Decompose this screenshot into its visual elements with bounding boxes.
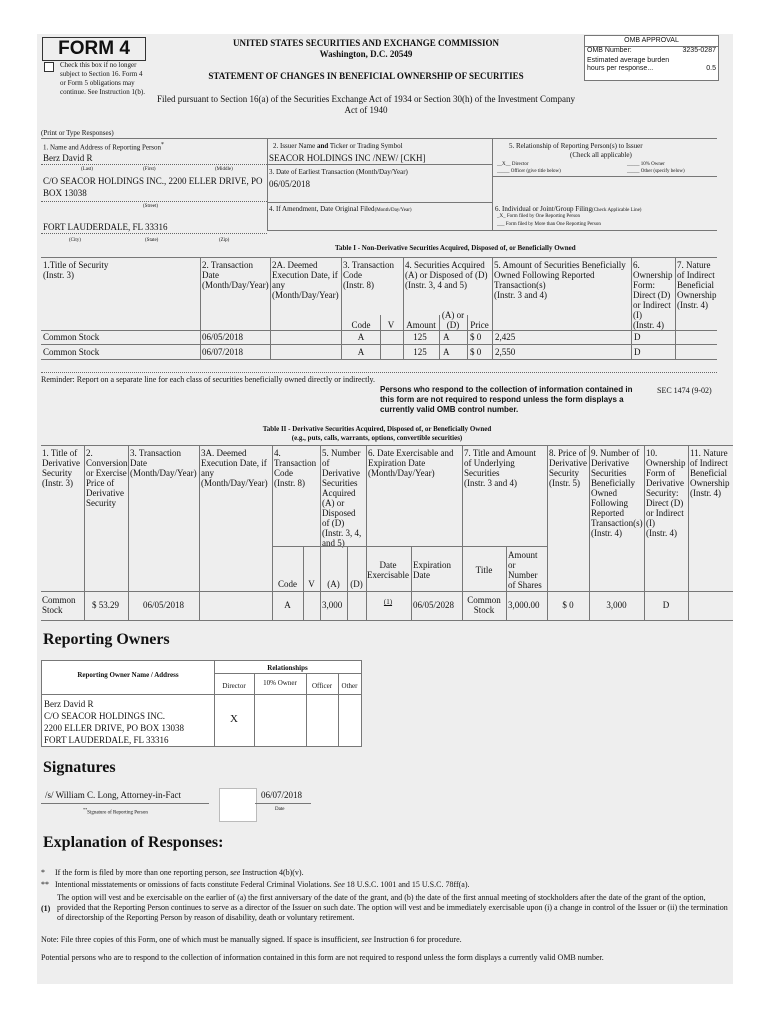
t2-date: 06/05/2018 bbox=[143, 600, 185, 610]
note-double-star: ** Intentional misstatements or omissions of facts constitute Federal Criminal Violations. See 18 U.S.C. 1001 and 15 U.S.C. 78ff(a). bbox=[41, 880, 470, 889]
omb-number: 3235-0287 bbox=[682, 47, 716, 54]
statement-title: STATEMENT OF CHANGES IN BENEFICIAL OWNERSHIP OF SECURITIES bbox=[208, 71, 524, 81]
t1-aord: A bbox=[443, 347, 450, 357]
agency-name: UNITED STATES SECURITIES AND EXCHANGE COMMISSION bbox=[233, 38, 499, 48]
t2-acquired: 3,000 bbox=[322, 600, 343, 610]
relationship-sub: (Check all applicable) bbox=[570, 151, 632, 159]
omb-approval-box bbox=[584, 35, 719, 81]
reporting-owners-table bbox=[41, 660, 362, 747]
t2-expiration: 06/05/2028 bbox=[413, 600, 455, 610]
earliest-transaction-date: 06/05/2018 bbox=[269, 179, 311, 189]
t2-h-sub-code: Code bbox=[278, 579, 297, 589]
table1-title: Table I - Non-Derivative Securities Acquired, Disposed of, or Beneficially Owned bbox=[335, 244, 576, 252]
filing-more: ___ Form filed by More than One Reporting Person bbox=[497, 222, 601, 227]
t2-conversion-price: $ 53.29 bbox=[92, 600, 119, 610]
footnote-1-mark: (1) bbox=[41, 904, 51, 913]
omb-burden: Estimated average burden bbox=[587, 57, 670, 64]
t2-h-owned: 9. Number of Derivative Securities Beneficially Owned Following Reported Transaction(s) (Instr. 4) bbox=[591, 448, 643, 538]
table2-subtitle: (e.g., puts, calls, warrants, options, convertible securities) bbox=[291, 434, 463, 442]
omb-number-label: OMB Number: bbox=[587, 47, 632, 54]
issuer-name: SEACOR HOLDINGS INC /NEW/ [CKH] bbox=[269, 153, 426, 163]
t1-h-date: 2. Transaction Date (Month/Day/Year) bbox=[202, 260, 269, 290]
t2-h-price: 8. Price of Derivative Security (Instr. 5) bbox=[549, 448, 587, 488]
table2-title: Table II - Derivative Securities Acquired, Disposed of, or Beneficially Owned bbox=[262, 425, 492, 433]
t2-owned: 3,000 bbox=[606, 600, 627, 610]
signature-label: **Signature of Reporting Person bbox=[83, 807, 148, 816]
ro-director-mark: X bbox=[230, 713, 238, 725]
amendment-label: 4. If Amendment, Date Original Filed(Month/Day/Year) bbox=[269, 205, 412, 213]
form-page bbox=[37, 34, 733, 984]
t1-h-owned: 5. Amount of Securities Beneficially Owned Following Reported Transaction(s) (Instr. 3 and 4) bbox=[494, 260, 626, 300]
t2-h-conversion: 2. Conversion or Exercise Price of Derivative Security bbox=[86, 448, 128, 508]
t1-h-sub-code: Code bbox=[351, 320, 371, 330]
t2-h-number: 5. Number of Derivative Securities Acquired (A) or Disposed of (D) (Instr. 3, 4, and 5) bbox=[322, 448, 362, 548]
t2-h-sub-exercisable: Date Exercisable bbox=[367, 560, 409, 580]
t2-h-deemed: 3A. Deemed Execution Date, if any (Month/Day/Year) bbox=[201, 448, 268, 488]
t1-title: Common Stock bbox=[43, 347, 100, 357]
reporting-owners-heading: Reporting Owners bbox=[43, 631, 170, 648]
t2-title: Common Stock bbox=[42, 595, 76, 615]
t1-amount: 125 bbox=[413, 347, 427, 357]
no-longer-subject-checkbox[interactable] bbox=[44, 62, 54, 72]
t2-underlying-title: Common Stock bbox=[467, 595, 501, 615]
ro-other: Other bbox=[341, 682, 358, 690]
t1-amount: 125 bbox=[413, 332, 427, 342]
t1-title: Common Stock bbox=[43, 332, 100, 342]
reporting-person-label: 1. Name and Address of Reporting Person* bbox=[43, 142, 164, 152]
other-check: _____ Other (specify below) bbox=[627, 169, 685, 174]
footnote-1-text: The option will vest and be exercisable on the earlier of (a) the first anniversary of the date of the grant, and (b) the date of the first annual meeting of stockholders after the date of the grant of the option, provided that the Reporting Person continues to serve as a director of the Issuer on such date. The option will vest and be immediately exercisable upon (i) a change in control of the Issuer or (ii) the termination of directorship of the Reporting Person by reason of disability, death or voluntary retirement. bbox=[57, 893, 728, 922]
t1-h-code: 3. Transaction Code (Instr. 8) bbox=[343, 260, 395, 290]
t2-h-sub-d: (D) bbox=[350, 579, 363, 589]
signature-date: 06/07/2018 bbox=[261, 790, 303, 800]
t2-h-sub-a: (A) bbox=[327, 579, 340, 589]
t1-h-securities: 4. Securities Acquired (A) or Disposed of (D) (Instr. 3, 4 and 5) bbox=[405, 260, 488, 290]
city-label: (City) bbox=[69, 238, 81, 243]
officer-check: _____ Officer (give title below) bbox=[497, 169, 561, 174]
t2-h-form: 10. Ownership Form of Derivative Security: Direct (D) or Indirect (I) (Instr. 4) bbox=[646, 448, 686, 538]
issuer-label: 2. Issuer Name and Ticker or Trading Symbol bbox=[273, 142, 403, 150]
t2-form: D bbox=[662, 600, 670, 610]
note-star: * If the form is filed by more than one reporting person, see Instruction 4(b)(v). bbox=[41, 868, 304, 877]
t2-derivative-price: $ 0 bbox=[562, 600, 574, 610]
t1-code: A bbox=[357, 332, 365, 342]
t1-date: 06/05/2018 bbox=[202, 332, 244, 342]
t1-h-form: 6. Ownership Form: Direct (D) or Indirect (I) (Instr. 4) bbox=[633, 260, 673, 330]
t2-h-title: 1. Title of Derivative Security (Instr. 3) bbox=[42, 448, 80, 488]
potential-persons-note: Potential persons who are to respond to the collection of information contained in this form are not required to respond unless the form displays a currently valid OMB number. bbox=[41, 953, 604, 962]
t1-owned: 2,550 bbox=[495, 347, 516, 357]
state-label: (State) bbox=[145, 238, 159, 243]
omb-approval-title: OMB APPROVAL bbox=[585, 36, 718, 47]
t1-h-sub-price: Price bbox=[470, 320, 489, 330]
relationship-label: 5. Relationship of Reporting Person(s) to Issuer bbox=[509, 142, 643, 150]
t2-h-exercisable: 6. Date Exercisable and Expiration Date (Month/Day/Year) bbox=[368, 448, 454, 478]
signer-name: /s/ William C. Long, Attorney-in-Fact bbox=[45, 790, 181, 800]
ro-col-name: Reporting Owner Name / Address bbox=[77, 671, 179, 679]
owner-check: _____ 10% Owner bbox=[627, 162, 665, 167]
reporting-person-address: C/O SEACOR HOLDINGS INC., 2200 ELLER DRIVE, PO BOX 13038 bbox=[43, 176, 263, 198]
ro-officer: Officer bbox=[311, 682, 333, 690]
t1-h-nature: 7. Nature of Indirect Beneficial Ownership (Instr. 4) bbox=[677, 260, 717, 310]
t1-h-sub-aord: (A) or (D) bbox=[441, 310, 465, 330]
t1-code: A bbox=[357, 347, 365, 357]
filing-label: 6. Individual or Joint/Group Filing(Check Applicable Line) bbox=[495, 205, 642, 213]
t1-h-title: 1.Title of Security (Instr. 3) bbox=[43, 260, 109, 280]
reporting-person-city: FORT LAUDERDALE, FL 33316 bbox=[43, 222, 168, 232]
t2-exercisable-footnote[interactable]: (1) bbox=[383, 598, 393, 606]
filing-one: _X_ Form filed by One Reporting Person bbox=[497, 214, 581, 219]
form-title: FORM 4 bbox=[42, 37, 146, 61]
omb-hours-label: hours per response... bbox=[587, 65, 654, 72]
last-label: (Last) bbox=[81, 167, 93, 172]
t2-h-sub-title: Title bbox=[475, 565, 493, 575]
t1-h-sub-amount: Amount bbox=[406, 320, 436, 330]
t2-h-code: 4. Transaction Code (Instr. 8) bbox=[274, 448, 317, 488]
t1-form: D bbox=[634, 347, 641, 357]
t2-h-nature: 11. Nature of Indirect Beneficial Ownership (Instr. 4) bbox=[690, 448, 730, 498]
t1-date: 06/07/2018 bbox=[202, 347, 244, 357]
t2-code: A bbox=[284, 600, 291, 610]
zip-label: (Zip) bbox=[219, 238, 230, 243]
earliest-transaction-label: 3. Date of Earliest Transaction (Month/Day/Year) bbox=[269, 168, 408, 176]
explanation-heading: Explanation of Responses: bbox=[43, 834, 224, 851]
t2-h-date: 3. Transaction Date (Month/Day/Year) bbox=[130, 448, 197, 478]
ro-owner-address: Berz David R C/O SEACOR HOLDINGS INC. 2200 ELLER DRIVE, PO BOX 13038 FORT LAUDERDALE, FL 33316 bbox=[44, 699, 184, 745]
ro-owner10: 10% Owner bbox=[263, 679, 297, 687]
omb-notice: Persons who respond to the collection of information contained in this form are not required to respond unless the form displays a currently valid OMB control number. bbox=[380, 385, 633, 414]
t1-aord: A bbox=[443, 332, 450, 342]
reminder-text: Reminder: Report on a separate line for each class of securities beneficially owned directly or indirectly. bbox=[41, 375, 376, 384]
note-copies: Note: File three copies of this Form, one of which must be manually signed. If space is insufficient, see Instruction 6 for procedure. bbox=[41, 935, 462, 944]
ro-relationships: Relationships bbox=[267, 664, 308, 672]
street-label: (Street) bbox=[143, 204, 158, 209]
signatures-heading: Signatures bbox=[43, 759, 116, 776]
reporting-person-name: Berz David R bbox=[43, 153, 93, 163]
t2-h-sub-v: V bbox=[308, 579, 315, 589]
t2-h-underlying: 7. Title and Amount of Underlying Securities (Instr. 3 and 4) bbox=[464, 448, 537, 488]
print-type-note: (Print or Type Responses) bbox=[41, 129, 114, 137]
t1-price: $ 0 bbox=[470, 347, 482, 357]
t2-h-sub-expiration: Expiration Date bbox=[413, 560, 451, 580]
t1-h-sub-v: V bbox=[387, 320, 395, 330]
date-label: Date bbox=[275, 807, 285, 812]
t1-form: D bbox=[634, 332, 641, 342]
t2-underlying-amount: 3,000.00 bbox=[508, 600, 540, 610]
t1-price: $ 0 bbox=[470, 332, 482, 342]
agency-location: Washington, D.C. 20549 bbox=[319, 49, 413, 59]
omb-hours: 0.5 bbox=[706, 65, 716, 72]
t1-owned: 2,425 bbox=[495, 332, 516, 342]
no-longer-subject-text: Check this box if no longer subject to Section 16. Form 4 or Form 5 obligations may continue. See Instruction 1(b). bbox=[60, 61, 145, 96]
first-label: (First) bbox=[143, 167, 156, 172]
director-check: __X__ Director bbox=[497, 162, 529, 167]
signature-block bbox=[41, 788, 311, 820]
t2-h-sub-amount: Amount or Number of Shares bbox=[508, 550, 542, 590]
t1-h-deemed: 2A. Deemed Execution Date, if any (Month/Day/Year) bbox=[272, 260, 339, 300]
sec-number: SEC 1474 (9-02) bbox=[657, 386, 712, 395]
ro-director: Director bbox=[222, 682, 246, 690]
middle-label: (Middle) bbox=[215, 167, 233, 172]
filed-pursuant: Filed pursuant to Section 16(a) of the Securities Exchange Act of 1934 or Section 30(h) of the Investment Company Act of 1940 bbox=[157, 94, 575, 115]
